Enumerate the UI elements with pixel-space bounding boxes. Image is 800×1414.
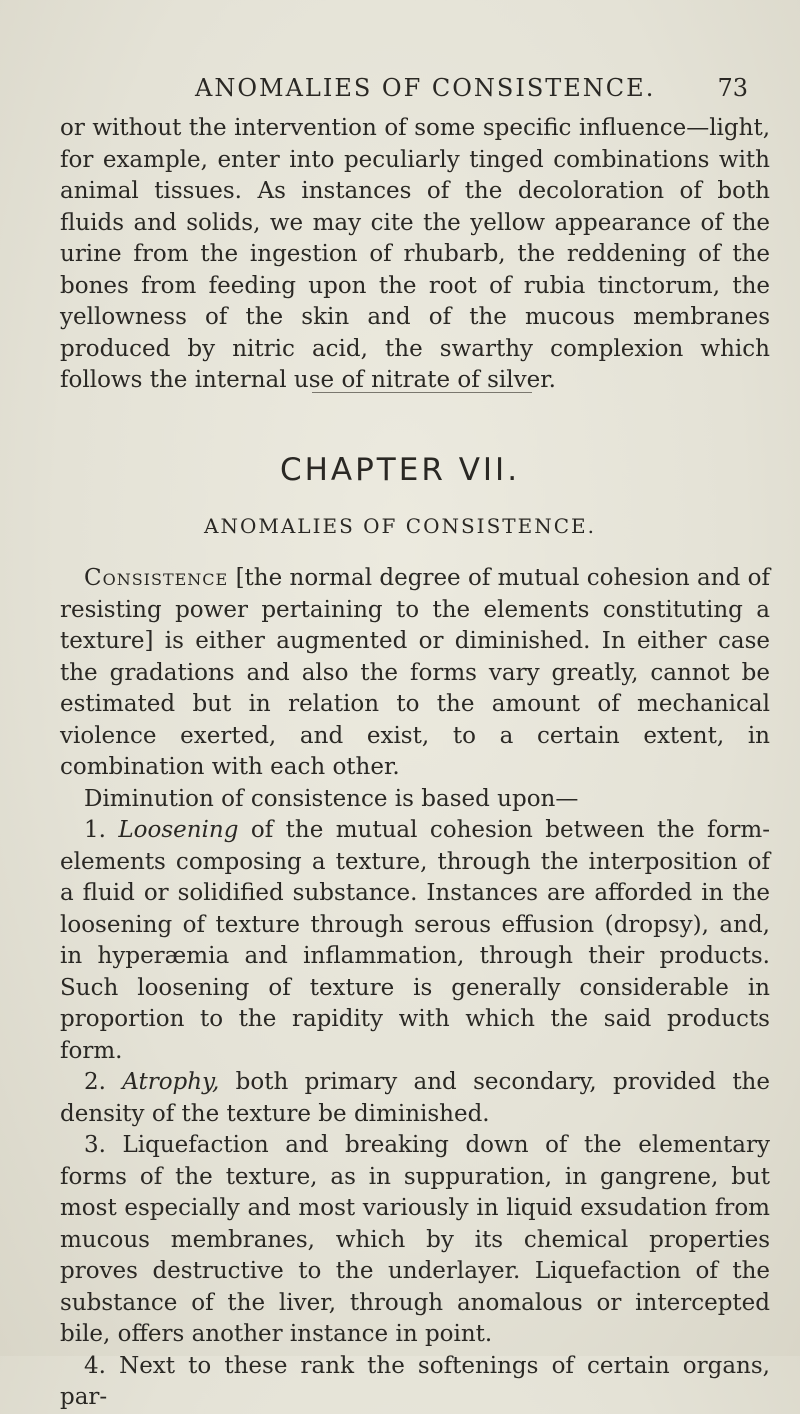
diminution-paragraph: Diminution of consistence is based upon— [84, 785, 579, 812]
intro-text [60, 113, 770, 397]
chapter-title: CHAPTER VII. [279, 452, 521, 488]
lead-word: Consistence [84, 565, 229, 591]
chapter-subtitle: ANOMALIES OF CONSISTENCE. [204, 514, 596, 538]
item-3-paragraph: 3. Liquefaction and breaking down of the elementary forms of the texture, as in suppuration, in gangrene, but most especially and most variously in liquid exsudation from mucous membranes, which by its chemical properties proves destructive to the underlayer. Liquefaction of the substance of the liver, through anomalous or intercepted bile, offers another instance in point. [60, 1132, 770, 1347]
page-number: 73 [717, 74, 748, 102]
item-2-paragraph [60, 1067, 770, 1130]
item-2-text: both primary and secondary, provided the density of the texture be diminished. [60, 1069, 770, 1127]
running-header [60, 74, 760, 108]
intro-paragraph: or without the intervention of some specific influence—light, for example, enter into peculiarly tinged combinations with animal tissues. As instances of the decoloration of both fluids and solids, we may cite the yellow appearance of the urine from the ingestion of rhubarb, the reddening of the bones from feeding upon the root of rubia tinctorum, the yellowness of the skin and of the mucous membranes produced by nitric acid, the swarthy complexion which follows the internal use of nitrate of silver. [60, 115, 770, 393]
section-divider [312, 392, 532, 393]
item-1-number: 1. [84, 817, 119, 843]
item-1-text: of the mutual cohesion between the form-elements composing a texture, through the interposition of a fluid or solidified substance. Instances are afforded in the loosening of texture through serous effusion (dropsy), and, in hyperæmia and inflammation, through their products. Such loosening of texture is generally considerable in proportion to the rapidity with which the said products form. [60, 817, 770, 1064]
definition-paragraph [60, 563, 770, 784]
running-title: ANOMALIES OF CONSISTENCE. [195, 74, 656, 102]
item-4-paragraph: 4. Next to these rank the softenings of certain organs, par- [60, 1352, 770, 1410]
item-1-paragraph [60, 815, 770, 1067]
definition-text: [the normal degree of mutual cohesion and of resisting power pertaining to the elements constituting a texture] is either augmented or diminished. In either case the gradations and also the forms vary greatly, cannot be estimated but in relation to the amount of mechanical violence exerted, and exist, to a certain extent, in combination with each other. [60, 565, 770, 780]
chapter-body [60, 563, 770, 1414]
item-1-term: Loosening [118, 817, 239, 843]
item-2-number: 2. [84, 1069, 123, 1095]
item-2-term: Atrophy, [122, 1069, 220, 1095]
